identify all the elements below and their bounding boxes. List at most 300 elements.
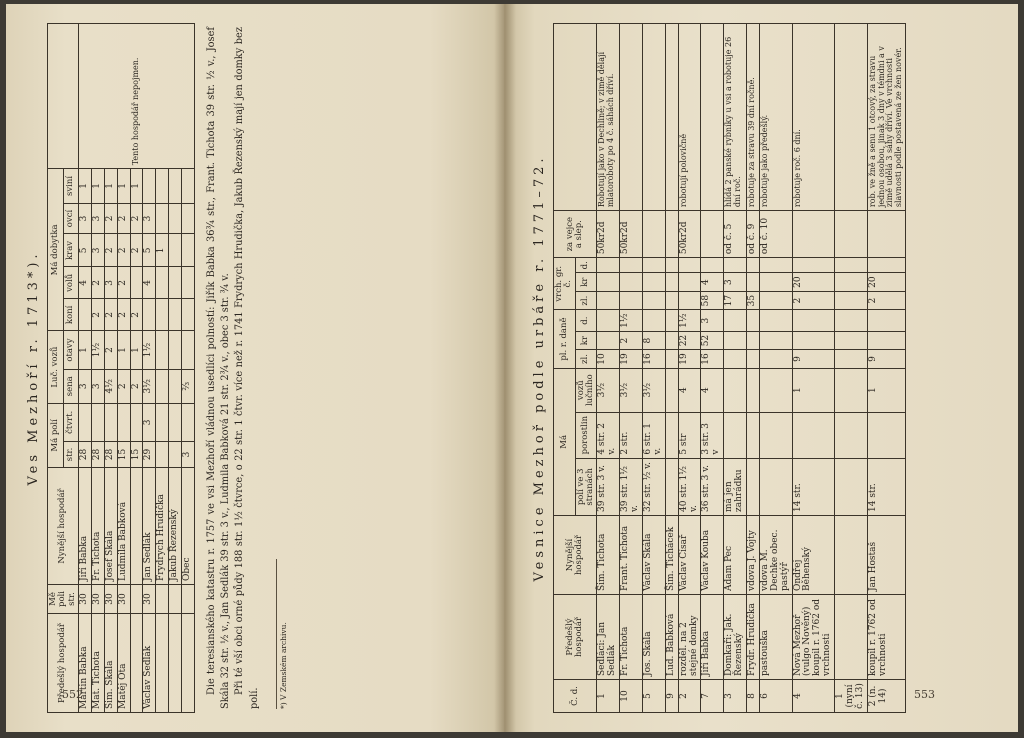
- table-row: [835, 24, 868, 713]
- cell-d: [746, 310, 759, 331]
- cell-rob: [620, 24, 643, 211]
- cell-vozu: [835, 368, 868, 412]
- page-number-left: 552: [62, 688, 83, 701]
- cell-cd: 3: [724, 680, 747, 713]
- cell-rob: hlídá 2 panské rybníky u vsi a robotuje 26 dní roč.: [724, 24, 747, 211]
- cell-kr2: [620, 273, 643, 292]
- cell-vozu: [759, 368, 792, 412]
- cell-krav: 2: [130, 234, 143, 267]
- cell-vejce: od č. 5: [724, 211, 747, 258]
- cell-vejce: 50kr2d: [597, 211, 620, 258]
- cell-zl2: 17: [724, 291, 747, 310]
- table-row: [792, 24, 835, 713]
- cell-prev: Fr. Tichota: [620, 595, 643, 680]
- cell-sena: 4½: [104, 369, 117, 403]
- header-ma: Má: [554, 368, 576, 515]
- cell-ct: [117, 403, 130, 441]
- cell-d: [642, 310, 665, 331]
- cell-otavy: 1: [79, 331, 92, 369]
- cell-kr: [724, 331, 747, 349]
- header-current-owner: Nynější hospodář: [48, 468, 79, 585]
- cell-svini: [182, 169, 195, 203]
- cell-vozu: [724, 368, 747, 412]
- cell-zl2: [642, 291, 665, 310]
- cell-now: Fr. Tichota: [91, 468, 104, 585]
- cell-porost: [746, 412, 759, 458]
- header-luc-vozu: Luč. vozů: [48, 331, 64, 403]
- cell-cd: 2 (n. 14): [867, 680, 905, 713]
- cell-krav: [169, 234, 182, 267]
- cell-now: vdova J. Vojty: [746, 516, 759, 595]
- cell-zl: [835, 350, 868, 368]
- cell-ct: [156, 403, 169, 441]
- cell-ct: [182, 403, 195, 441]
- table-row: [79, 24, 92, 713]
- header-ma-dobytka: Má dobytka: [48, 169, 64, 331]
- cell-porost: 3 str. 3 v: [701, 412, 724, 458]
- cell-cd: 7: [701, 680, 724, 713]
- cell-now: [130, 468, 143, 585]
- cell-zl2: [759, 291, 792, 310]
- cell-now: Obec: [182, 468, 195, 585]
- cell-poli: 32 str. ½ v.: [642, 458, 665, 515]
- cell-porost: [867, 412, 905, 458]
- cell-koni: [182, 299, 195, 331]
- header-ma-poli: Má polí: [48, 403, 64, 467]
- cell-zl: 9: [792, 350, 835, 368]
- cell-kr2: [665, 273, 678, 292]
- cell-now: Frant. Tichota: [620, 516, 643, 595]
- header-svini: sviní: [63, 169, 79, 203]
- cell-kr: [665, 331, 678, 349]
- cell-prev: Sedláci: Jan Sedlák: [597, 595, 620, 680]
- cell-prev: Frydr. Hrudička: [746, 595, 759, 680]
- cell-cd: 9: [665, 680, 678, 713]
- cell-mp: 30: [143, 585, 156, 614]
- cell-now: vdova M. Dechke obec. pastýř: [759, 516, 792, 595]
- cell-kr2: 3: [724, 273, 747, 292]
- cell-now: Václav Skála: [642, 516, 665, 595]
- cell-d: [759, 310, 792, 331]
- cell-prev: Mat. Tichota: [91, 614, 104, 713]
- cell-prev: Martin Babka: [79, 614, 92, 713]
- cell-rob: [835, 24, 868, 211]
- cell-cd: 1: [597, 680, 620, 713]
- cell-vozu: 4: [701, 368, 724, 412]
- paragraph-1: Die teresianského katastru r. 1757 ve vsi Mezhoří vládnou usedlíci polností: Jiřík Babka 36¾ str., Frant. Tichota 39 str. ½ v., Josef Skála 32 str. ½ v., Jan Sedlák 39 str. 3 v., Ludmila Babková 21 str. 2¾ v., obec 3 str. ¾ v.: [206, 27, 232, 709]
- cell-vozu: 3½: [642, 368, 665, 412]
- cell-now: Frydrych Hrudička: [156, 468, 169, 585]
- cell-krav: 1: [156, 234, 169, 267]
- cell-ct: [91, 403, 104, 441]
- cell-now: [835, 516, 868, 595]
- cell-ovci: 3: [91, 203, 104, 234]
- cell-sena: 3: [91, 369, 104, 403]
- header-porost: porostlin: [575, 412, 597, 458]
- cell-vejce: od č. 10: [759, 211, 792, 258]
- cell-krav: 5: [79, 234, 92, 267]
- cell-otavy: [182, 331, 195, 369]
- header-volu: volů: [63, 267, 79, 299]
- cell-rob: Robotují jako v Dechlině; v zimě dělají mlatoroboty po 4 č. sáhách dříví.: [597, 24, 620, 211]
- cell-koni: [169, 299, 182, 331]
- table-row: [867, 24, 905, 713]
- cell-svini: 1: [79, 169, 92, 203]
- cell-d2: [746, 258, 759, 273]
- table-row: [597, 24, 620, 713]
- cell-sena: 2: [130, 369, 143, 403]
- cell-krav: [182, 234, 195, 267]
- header-krav: krav: [63, 234, 79, 267]
- header-robota: [554, 24, 597, 211]
- cell-prev: Lud. Babková: [665, 595, 678, 680]
- cell-prev: [130, 614, 143, 713]
- urbar-table-1771: [553, 23, 906, 713]
- header-kr: kr: [575, 331, 597, 349]
- cell-prev: [182, 614, 195, 713]
- cell-kr2: 20: [867, 273, 905, 292]
- cell-rob: [642, 24, 665, 211]
- cell-d2: [835, 258, 868, 273]
- cell-vejce: 50kr2d: [678, 211, 701, 258]
- cell-d2: [642, 258, 665, 273]
- cell-vejce: [792, 211, 835, 258]
- cell-ct: [104, 403, 117, 441]
- cell-d2: [724, 258, 747, 273]
- cell-zl: [746, 350, 759, 368]
- left-page-content: [20, 23, 490, 713]
- cell-kr: 22: [678, 331, 701, 349]
- cell-otavy: 1½: [143, 331, 156, 369]
- table-row: [665, 24, 678, 713]
- header-koni: koní: [63, 299, 79, 331]
- cell-volu: 3: [104, 267, 117, 299]
- cell-kr2: [678, 273, 701, 292]
- cell-sena: [169, 369, 182, 403]
- cell-str: 28: [91, 441, 104, 467]
- cell-zl: [665, 350, 678, 368]
- cell-d: [597, 310, 620, 331]
- cell-now: Jan Sedlák: [143, 468, 156, 585]
- cell-prev: Nová Mezhoř (vulgo Nověný) koupil r. 1762 od vrchnosti: [792, 595, 835, 680]
- cell-d2: [759, 258, 792, 273]
- cell-d2: [678, 258, 701, 273]
- cell-zl2: [835, 291, 868, 310]
- cell-d: [835, 310, 868, 331]
- cell-prev: Jiří Babka: [701, 595, 724, 680]
- cell-str: 29: [143, 441, 156, 467]
- table-row: [701, 24, 724, 713]
- cell-zl2: [665, 291, 678, 310]
- cell-mp: 30: [117, 585, 130, 614]
- cell-now: Josef Skála: [104, 468, 117, 585]
- cell-d: [724, 310, 747, 331]
- cell-ovci: 2: [117, 203, 130, 234]
- cell-now: Šim. Tichota: [597, 516, 620, 595]
- cell-ovci: 3: [143, 203, 156, 234]
- cell-vejce: od č. 9: [746, 211, 759, 258]
- header-vozu: vozů lučního: [575, 368, 597, 412]
- cell-svini: 1: [117, 169, 130, 203]
- paragraph-2: Při té vší obci orné půdy 188 str. 1½ čtvrce, o 22 str. 1 čtvr. více než r. 1741 Frydrych Hrudička, Jakub Řezenský mají jen domky bez polí.: [234, 27, 260, 709]
- cell-poli: [835, 458, 868, 515]
- cell-koni: 2: [117, 299, 130, 331]
- cell-koni: 2: [91, 299, 104, 331]
- cell-vejce: [835, 211, 868, 258]
- header-otavy: otavy: [63, 331, 79, 369]
- cell-rob: robotují polovičně: [678, 24, 701, 211]
- cell-otavy: [169, 331, 182, 369]
- cell-rob: robotuje jako předešlý.: [759, 24, 792, 211]
- cell-vejce: 50kr2d: [620, 211, 643, 258]
- cell-poli: 40 str. 1½ v.: [678, 458, 701, 515]
- cell-ovci: 2: [130, 203, 143, 234]
- cell-kr: [835, 331, 868, 349]
- cell-kr2: [759, 273, 792, 292]
- header-ctvrt: čtvrt.: [63, 403, 79, 441]
- cell-kr: [759, 331, 792, 349]
- cell-svini: 1: [130, 169, 143, 203]
- cell-zl: 16: [701, 350, 724, 368]
- cell-kr2: 4: [701, 273, 724, 292]
- cell-mp: [156, 585, 169, 614]
- table-row: [620, 24, 643, 713]
- cell-porost: 6 str. 1 v.: [642, 412, 665, 458]
- header-ovci: ovcí: [63, 203, 79, 234]
- cell-porost: 2 str.: [620, 412, 643, 458]
- header-mel-poli: Mě poli str.: [48, 585, 79, 614]
- cell-zl: [759, 350, 792, 368]
- cell-poli: [665, 458, 678, 515]
- cell-poli: 14 str.: [792, 458, 835, 515]
- cell-prev: Domkaři: Jak. Řezenský: [724, 595, 747, 680]
- cell-cd: 6: [759, 680, 792, 713]
- left-page: [6, 4, 504, 732]
- cell-ct: 3: [143, 403, 156, 441]
- cell-d2: [867, 258, 905, 273]
- cell-porost: [792, 412, 835, 458]
- cell-porost: [835, 412, 868, 458]
- cell-porost: [665, 412, 678, 458]
- right-page-content: [526, 23, 996, 713]
- cell-cd: 8: [746, 680, 759, 713]
- cell-volu: [156, 267, 169, 299]
- cell-kr: 8: [642, 331, 665, 349]
- header-side-note: [48, 24, 79, 169]
- side-note: Tento hospodář nepojmen.: [79, 24, 195, 169]
- cell-d2: [792, 258, 835, 273]
- cell-koni: 2: [104, 299, 117, 331]
- cell-volu: 4: [79, 267, 92, 299]
- cell-zl: 19: [620, 350, 643, 368]
- cell-kr2: [835, 273, 868, 292]
- cell-poli: 39 str. 1½ v.: [620, 458, 643, 515]
- cell-vejce: [642, 211, 665, 258]
- cell-prev: Sim. Skála: [104, 614, 117, 713]
- cell-rob: rob. ve žně a senu 1 otcový, za stravu jednou osobou, jinak 3 dny v témdni a v zimě udělá 3 sáhy dříví. Ve vrchnosti slavnosti podle postavená ze žen novér.: [867, 24, 905, 211]
- cell-vejce: [867, 211, 905, 258]
- cell-sena: 3: [79, 369, 92, 403]
- cell-rob: [665, 24, 678, 211]
- cell-d2: [701, 258, 724, 273]
- cell-ovci: [156, 203, 169, 234]
- header-prev-owner-right: Předešlý hospodář: [554, 595, 597, 680]
- cell-now: Jakub Řezenský: [169, 468, 182, 585]
- header-pl-dane: pl. r. daně: [554, 310, 576, 368]
- cell-svini: 1: [104, 169, 117, 203]
- cell-poli: [746, 458, 759, 515]
- cell-zl: 16: [642, 350, 665, 368]
- cell-mp: [182, 585, 195, 614]
- cell-now: Jiří Babka: [79, 468, 92, 585]
- header-sena: sena: [63, 369, 79, 403]
- cell-rob: robotuje roč. 6 dní.: [792, 24, 835, 211]
- header-current-owner-right: Nynější hospodář: [554, 516, 597, 595]
- cell-sena: ⅔: [182, 369, 195, 403]
- cell-volu: 4: [143, 267, 156, 299]
- cell-zl2: 58: [701, 291, 724, 310]
- cell-zl2: 35: [746, 291, 759, 310]
- table-row: [642, 24, 665, 713]
- cell-krav: 5: [143, 234, 156, 267]
- cell-str: [156, 441, 169, 467]
- cell-cd: 1 (nyní č. 13): [835, 680, 868, 713]
- header-cd: Č. d.: [554, 680, 597, 713]
- cell-str: 3: [182, 441, 195, 467]
- cell-now: Ondřej Běhenský: [792, 516, 835, 595]
- cell-d: [867, 310, 905, 331]
- cell-krav: 2: [117, 234, 130, 267]
- cell-prev: koupil r. 1762 od vrchnosti: [867, 595, 905, 680]
- cell-vejce: [701, 211, 724, 258]
- header-poli: polí ve 3 stranách: [575, 458, 597, 515]
- cell-d: 1½: [678, 310, 701, 331]
- cell-d: [792, 310, 835, 331]
- cell-zl: 9: [867, 350, 905, 368]
- cell-mp: 30: [104, 585, 117, 614]
- cell-rob: robotuje za stravu 39 dní ročně.: [746, 24, 759, 211]
- header-d2: d.: [575, 258, 597, 273]
- cell-now: Ludmila Babková: [117, 468, 130, 585]
- cell-d: 1½: [620, 310, 643, 331]
- cell-kr2: [746, 273, 759, 292]
- cell-mp: 30: [79, 585, 92, 614]
- right-page: [504, 4, 1018, 732]
- cell-prev: Matěj Ota: [117, 614, 130, 713]
- cell-ovci: 3: [79, 203, 92, 234]
- cell-cd: 10: [620, 680, 643, 713]
- cell-kr: [792, 331, 835, 349]
- cell-mp: [169, 585, 182, 614]
- cell-otavy: 2: [104, 331, 117, 369]
- cell-sena: 3½: [143, 369, 156, 403]
- cell-kr: 52: [701, 331, 724, 349]
- cell-koni: [156, 299, 169, 331]
- cell-now: Jan Hostaš: [867, 516, 905, 595]
- cell-prev: [169, 614, 182, 713]
- cell-otavy: [156, 331, 169, 369]
- cell-svini: [156, 169, 169, 203]
- cell-zl: [724, 350, 747, 368]
- book-gutter: [494, 4, 516, 732]
- cell-kr2: [642, 273, 665, 292]
- cell-now: Šim. Tichácek: [665, 516, 678, 595]
- table-row: [746, 24, 759, 713]
- cell-str: 28: [104, 441, 117, 467]
- cell-porost: 4 str. 2 v.: [597, 412, 620, 458]
- cell-vozu: [746, 368, 759, 412]
- cell-d2: [665, 258, 678, 273]
- cell-zl2: 2: [867, 291, 905, 310]
- cell-ovci: [169, 203, 182, 234]
- cell-mp: 30: [91, 585, 104, 614]
- cell-porost: [759, 412, 792, 458]
- header-str: str.: [63, 441, 79, 467]
- cell-d: 3: [701, 310, 724, 331]
- cell-cd: 4: [792, 680, 835, 713]
- cell-krav: 2: [104, 234, 117, 267]
- cell-zl2: 2: [792, 291, 835, 310]
- cell-vejce: [665, 211, 678, 258]
- cell-zl: 10: [597, 350, 620, 368]
- cell-krav: 3: [91, 234, 104, 267]
- cell-ct: [169, 403, 182, 441]
- cell-prev: [156, 614, 169, 713]
- cell-koni: 2: [130, 299, 143, 331]
- cell-mp: [130, 585, 143, 614]
- cell-kr2: 20: [792, 273, 835, 292]
- cell-poli: 36 str. 3 v.: [701, 458, 724, 515]
- table-row: [759, 24, 792, 713]
- cell-otavy: 1: [117, 331, 130, 369]
- cell-ovci: [182, 203, 195, 234]
- cell-kr: [746, 331, 759, 349]
- header-za-vejce: za vejce a slep.: [554, 211, 597, 258]
- table-row: [678, 24, 701, 713]
- cell-porost: [724, 412, 747, 458]
- cell-prev: [835, 595, 868, 680]
- cell-kr: [597, 331, 620, 349]
- cell-porost: 5 str: [678, 412, 701, 458]
- cell-svini: [169, 169, 182, 203]
- cell-now: Václav Kouba: [701, 516, 724, 595]
- paragraph-katastr: [205, 27, 262, 709]
- table-row: [724, 24, 747, 713]
- cell-svini: 1: [91, 169, 104, 203]
- cell-vozu: 3½: [597, 368, 620, 412]
- cell-cd: 2: [678, 680, 701, 713]
- header-vrch-gr: vrch. gr. č.: [554, 258, 576, 310]
- cell-ct: [79, 403, 92, 441]
- cell-vozu: [665, 368, 678, 412]
- cell-str: 28: [79, 441, 92, 467]
- header-prev-owner: Předešlý hospodář: [48, 614, 79, 713]
- cell-volu: 2: [117, 267, 130, 299]
- cell-prev: Václav Sedlák: [143, 614, 156, 713]
- cell-koni: [79, 299, 92, 331]
- cell-volu: [182, 267, 195, 299]
- cell-volu: 2: [91, 267, 104, 299]
- cell-ovci: 2: [104, 203, 117, 234]
- cell-zl2: [597, 291, 620, 310]
- cell-vozu: 1: [792, 368, 835, 412]
- cell-prev: pastouška: [759, 595, 792, 680]
- header-d: d.: [575, 310, 597, 331]
- cell-vozu: 3½: [620, 368, 643, 412]
- cell-kr: [867, 331, 905, 349]
- cell-vozu: 4: [678, 368, 701, 412]
- cell-prev: rozděl. na 2 stejné domky: [678, 595, 701, 680]
